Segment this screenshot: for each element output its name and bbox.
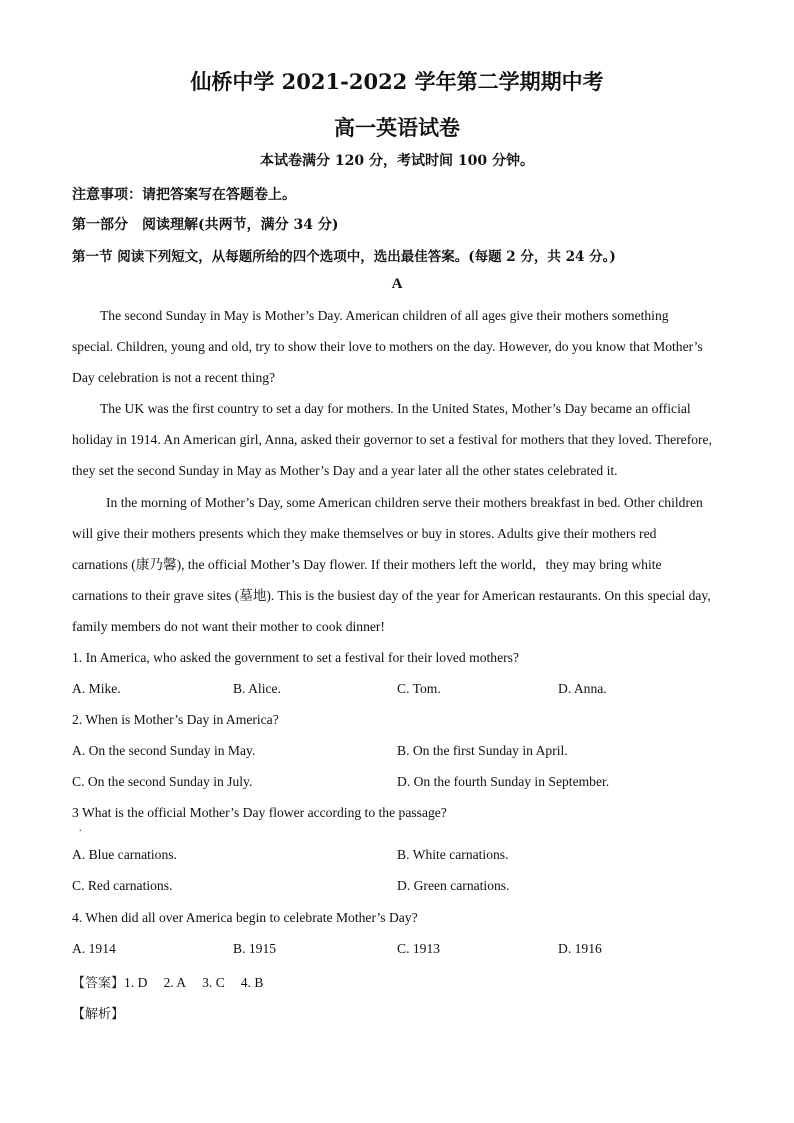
question-1-option-a: A. Mike. (72, 681, 121, 696)
question-1-option-b: B. Alice. (233, 681, 281, 696)
question-4-option-a: A. 1914 (72, 941, 116, 956)
exam-title: 仙桥中学 2021-2022 学年第二学期期中考 (190, 69, 604, 94)
question-2-option-b: B. On the first Sunday in April. (397, 743, 568, 758)
section-one-instruction: 第一节 阅读下列短文，从每题所给的四个选项中，选出最佳答案。(每题 2 分，共 24 分。) (72, 249, 616, 265)
exam-info: 本试卷满分 120 分，考试时间 100 分钟。 (260, 153, 534, 169)
question-2-option-c: C. On the second Sunday in July. (72, 774, 253, 789)
answer-item: 1. D (124, 975, 148, 990)
paragraph-text: In the morning of Mother’s Day, some American children serve their mothers breakfast in bed. Other children will give their mothers presents which they make themselves or buy in stores. Adults give their mothers red carnations (康乃馨), the official Mother’s Day flower. If their mothers left the world，they may bring white carnations to their grave sites (墓地). This is the busiest day of the year for American restaurants. On this special day, family members do not want their mother to cook dinner! (72, 495, 711, 634)
question-3-option-b: B. White carnations. (397, 847, 509, 862)
paragraph-text: The second Sunday in May is Mother’s Day. American children of all ages give their mothers something special. Children, young and old, try to show their love to mothers on the day. However, do you know that Mother’s Day celebration is not a recent thing? (72, 308, 703, 385)
question-3-option-a: A. Blue carnations. (72, 847, 177, 862)
stray-dot-mark: . (79, 823, 82, 834)
question-1-option-d: D. Anna. (558, 681, 607, 696)
question-1-option-c: C. Tom. (397, 681, 441, 696)
paragraph-text: The UK was the first country to set a day for mothers. In the United States, Mother’s Day became an official holiday in 1914. An American girl, Anna, asked their governor to set a festival for mothers that they loved. Therefore, they set the second Sunday in May as Mother’s Day and a year later all the other states celebrated it. (72, 401, 712, 478)
analysis-label: 【解析】 (72, 1007, 125, 1022)
question-4-option-c: C. 1913 (397, 941, 441, 956)
part-one-heading: 第一部分 阅读理解(共两节，满分 34 分) (72, 217, 339, 233)
passage-paragraph-3 (72, 487, 712, 642)
question-4-option-d: D. 1916 (558, 941, 602, 956)
question-3-option-d: D. Green carnations. (397, 878, 510, 893)
exam-subtitle: 高一英语试卷 (334, 115, 460, 140)
passage-paragraph-1 (72, 300, 712, 393)
question-1-stem: 1. In America, who asked the government to set a festival for their loved mothers? (72, 650, 519, 665)
question-4-option-b: B. 1915 (233, 941, 277, 956)
question-2-option-d: D. On the fourth Sunday in September. (397, 774, 610, 789)
answer-label: 【答案】 (72, 976, 125, 991)
question-3-stem: 3 What is the official Mother’s Day flower according to the passage? (72, 805, 447, 820)
passage-paragraph-2 (72, 393, 712, 486)
attention-note: 注意事项：请把答案写在答题卷上。 (72, 187, 296, 203)
answer-item: 4. B (240, 975, 264, 990)
answer-item: 3. C (202, 975, 225, 990)
answer-item: 2. A (163, 975, 187, 990)
passage-label: A (391, 276, 403, 292)
question-2-stem: 2. When is Mother’s Day in America? (72, 712, 279, 727)
question-3-option-c: C. Red carnations. (72, 878, 173, 893)
question-4-stem: 4. When did all over America begin to celebrate Mother’s Day? (72, 910, 418, 925)
question-2-option-a: A. On the second Sunday in May. (72, 743, 256, 758)
answer-line (72, 972, 279, 991)
